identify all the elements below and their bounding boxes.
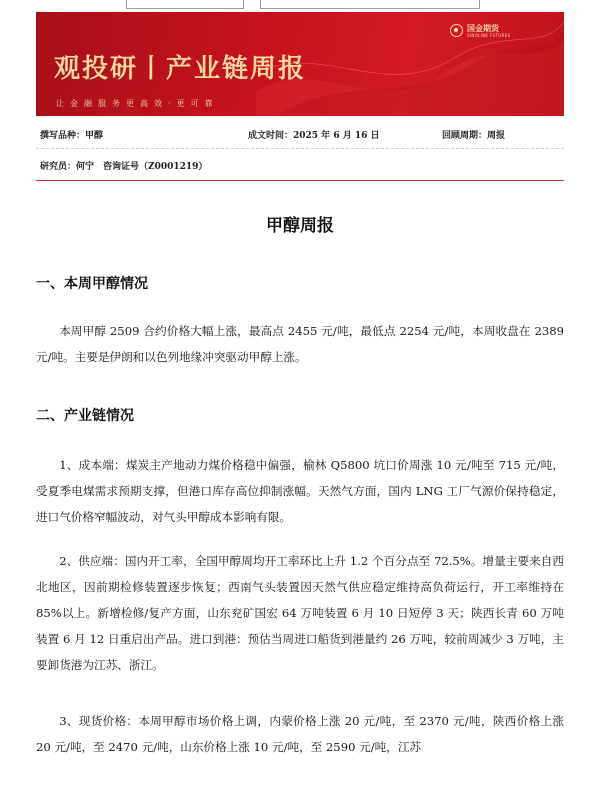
paragraph: 本周甲醇 2509 合约价格大幅上涨，最高点 2455 元/吨，最低点 2254 元/吨，本周收盘在 2389 元/吨。主要是伊朗和以色列地缘冲突驱动甲醇上涨。 bbox=[36, 324, 564, 364]
meta-cycle: 回顾周期：周报 bbox=[442, 131, 506, 141]
brand-logo-icon bbox=[450, 24, 463, 37]
brand-logo bbox=[450, 22, 540, 42]
brand-logo-subtitle: SINOLINK FUTURES bbox=[467, 33, 511, 38]
banner-slogan: 让金融服务更高效·更可靠 bbox=[56, 99, 219, 108]
section-heading: 一、本周甲醇情况 bbox=[36, 276, 148, 292]
meta-date: 成文时间：2025 年 6 月 16 日 bbox=[248, 131, 380, 141]
paragraph-cost: 1、成本端：煤炭主产地动力煤价格稳中偏强，榆林 Q5800 坑口价周涨 10 元/吨至 715 元/吨，受夏季电煤需求预期支撑，但港口库存高位抑制涨幅。天然气方面，国内 LNG 工厂气源价保持稳定，进口气价格窄幅波动，对气头甲醇成本影响有限。 bbox=[36, 458, 564, 524]
paragraph-spot-price: 3、现货价格：本周甲醇市场价格上调，内蒙价格上涨 20 元/吨，至 2370 元/吨，陕西价格上涨 20 元/吨，至 2470 元/吨，山东价格上涨 10 元/吨，至 2590 元/吨，江苏 bbox=[36, 714, 564, 754]
report-banner bbox=[36, 12, 564, 116]
document-title: 甲醇周报 bbox=[266, 216, 334, 236]
top-box-left bbox=[126, 0, 244, 9]
meta-researcher: 研究员：何宁 咨询证号（Z0001219） bbox=[40, 162, 208, 172]
page-top-edge bbox=[0, 0, 600, 10]
meta-variety: 撰写品种：甲醇 bbox=[40, 131, 104, 141]
section-heading: 二、产业链情况 bbox=[36, 408, 134, 424]
banner-title: 观投研丨产业链周报 bbox=[54, 54, 307, 84]
top-box-right bbox=[260, 0, 480, 9]
meta-divider bbox=[36, 148, 564, 149]
header-rule bbox=[36, 180, 564, 181]
paragraph-supply: 2、供应端：国内开工率，全国甲醇周均开工率环比上升 1.2 个百分点至 72.5%。增量主要来自西北地区，因前期检修装置逐步恢复；西南气头装置因天然气供应稳定维持高负荷运行，开工率维持在 85%以上。新增检修/复产方面，山东兖矿国宏 64 万吨装置 6 月 10 日短停 3 天；陕西长青 60 万吨装置 6 月 12 日重启出产品。进口到港：预估当周进口船货到港量约 26 万吨，较前周减少 3 万吨，主要卸货港为江苏、浙江。 bbox=[36, 554, 564, 672]
brand-logo-name: 国金期货 bbox=[467, 24, 499, 33]
